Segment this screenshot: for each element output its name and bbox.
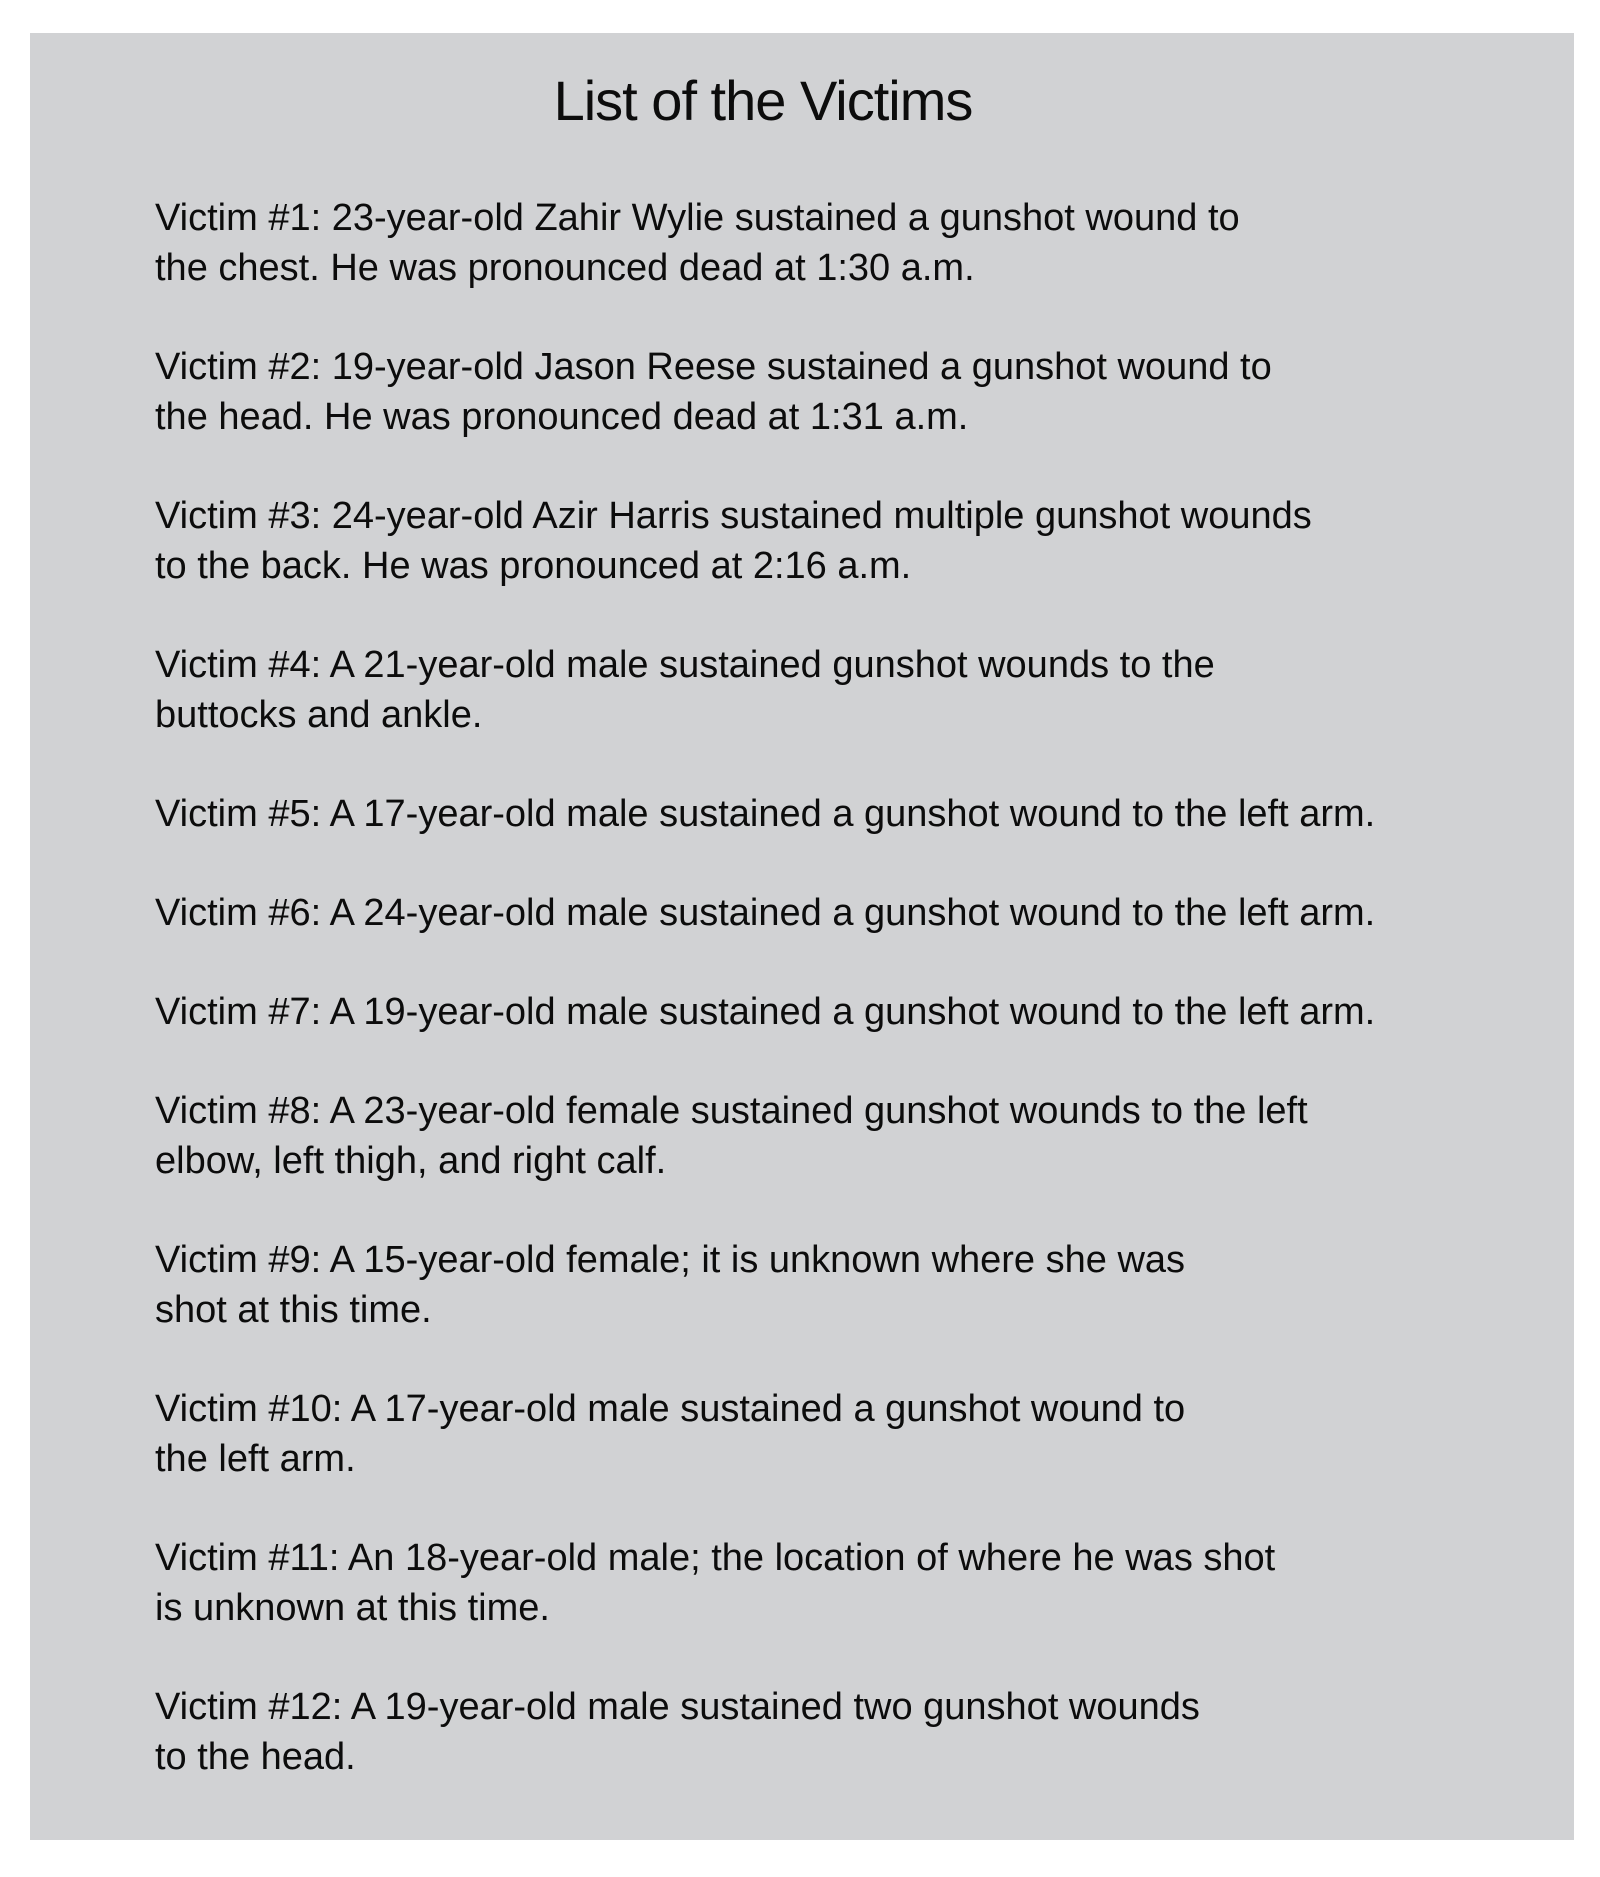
victim-entry-3: Victim #3: 24-year-old Azir Harris sustained multiple gunshot wounds to the back. He was pronounced at 2:16 a.m.	[155, 495, 1312, 587]
victim-entry-2: Victim #2: 19-year-old Jason Reese sustained a gunshot wound to the head. He was pronounced dead at 1:31 a.m.	[155, 346, 1272, 438]
victim-entry-7: Victim #7: A 19-year-old male sustained a gunshot wound to the left arm.	[155, 991, 1376, 1033]
victim-entry-12: Victim #12: A 19-year-old male sustained two gunshot wounds to the head.	[155, 1686, 1200, 1778]
victim-entry-6: Victim #6: A 24-year-old male sustained a gunshot wound to the left arm.	[155, 892, 1376, 934]
victim-list	[155, 193, 1375, 1831]
victim-entry-8: Victim #8: A 23-year-old female sustained gunshot wounds to the left elbow, left thigh, and right calf.	[155, 1090, 1308, 1182]
victim-entry-4: Victim #4: A 21-year-old male sustained gunshot wounds to the buttocks and ankle.	[155, 644, 1215, 736]
victim-entry-9: Victim #9: A 15-year-old female; it is unknown where she was shot at this time.	[155, 1239, 1186, 1331]
victim-entry-1: Victim #1: 23-year-old Zahir Wylie sustained a gunshot wound to the chest. He was pronounced dead at 1:30 a.m.	[155, 197, 1240, 289]
victim-entry-10: Victim #10: A 17-year-old male sustained a gunshot wound to the left arm.	[155, 1388, 1186, 1480]
victim-entry-5: Victim #5: A 17-year-old male sustained a gunshot wound to the left arm.	[155, 793, 1376, 835]
victim-entry-11: Victim #11: An 18-year-old male; the location of where he was shot is unknown at this time.	[155, 1537, 1276, 1629]
victims-panel	[30, 33, 1574, 1840]
page-title: List of the Victims	[553, 69, 973, 132]
